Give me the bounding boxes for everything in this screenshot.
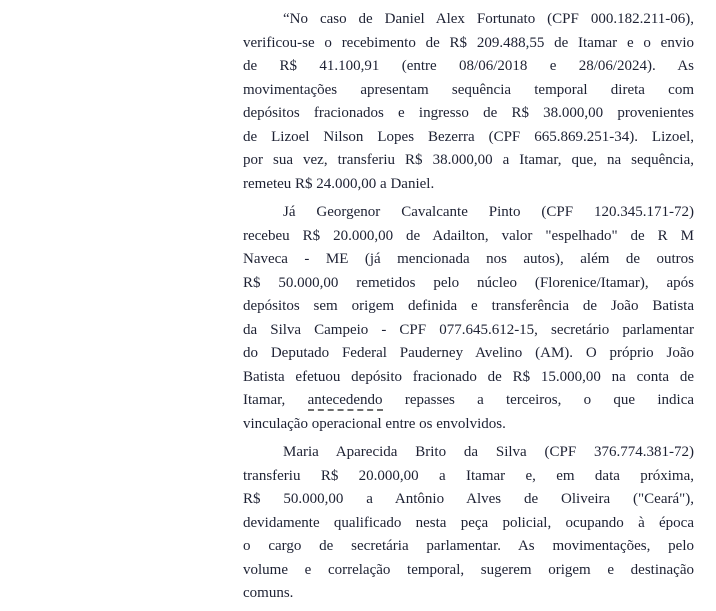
text-line: Maria Aparecida Brito da Silva (CPF 376.774.381-72) [283, 444, 694, 460]
text-line: recebeu R$ 20.000,00 de Adailton, valor "espelhado" de R M [243, 227, 694, 244]
text-line: movimentações apresentam sequência temporal direta com [243, 81, 694, 98]
text-fragment: repasses a terceiros, o que indica [404, 392, 695, 408]
text-line: verificou-se o recebimento de R$ 209.488,55 de Itamar e o envio [243, 34, 694, 51]
text-line: o cargo de secretária parlamentar. As movimentações, pelo [243, 538, 694, 554]
paragraph-daniel-fortunato [243, 8, 694, 196]
text-line: vinculação operacional entre os envolvidos. [243, 415, 506, 432]
text-line: Já Georgenor Cavalcante Pinto (CPF 120.345.171-72) [283, 204, 694, 220]
paragraph-georgenor-pinto [243, 201, 694, 436]
text-line: “No caso de Daniel Alex Fortunato (CPF 000.182.211-06), [283, 11, 694, 27]
text-line: Batista efetuou depósito fracionado de R$ 15.000,00 na conta de [243, 368, 694, 385]
text-line: Naveca - ME (já mencionada nos autos), além de outros [243, 251, 694, 267]
text-line: de Lizoel Nilson Lopes Bezerra (CPF 665.869.251-34). Lizoel, [243, 128, 694, 145]
text-line: R$ 50.000,00 remetidos pelo núcleo (Florenice/Itamar), após [243, 274, 694, 291]
text-line: de R$ 41.100,91 (entre 08/06/2018 e 28/06/2024). As [243, 58, 694, 74]
text-line: depósitos fracionados e ingresso de R$ 38.000,00 provenientes [243, 105, 694, 121]
text-line: da Silva Campeio - CPF 077.645.612-15, secretário parlamentar [243, 321, 694, 338]
text-line: transferiu R$ 20.000,00 a Itamar e, em data próxima, [243, 467, 694, 484]
text-line: remeteu R$ 24.000,00 a Daniel. [243, 175, 435, 192]
text-line: do Deputado Federal Pauderney Avelino (AM). O próprio João [243, 345, 694, 361]
text-line: R$ 50.000,00 a Antônio Alves de Oliveira ("Ceará"), [243, 491, 694, 507]
quoted-text-block [243, 8, 694, 611]
text-fragment: Itamar, [243, 392, 286, 408]
text-line: depósitos sem origem definida e transferência de João Batista [243, 298, 694, 314]
text-line: volume e correlação temporal, sugerem origem e destinação [243, 561, 694, 578]
paragraph-maria-aparecida [243, 441, 694, 606]
text-line: devidamente qualificado nesta peça policial, ocupando à época [243, 514, 694, 531]
text-line: comuns. [243, 585, 294, 601]
underlined-word: antecedendo [308, 392, 383, 411]
text-line: por sua vez, transferiu R$ 38.000,00 a Itamar, que, na sequência, [243, 152, 694, 168]
text-line-with-underline [243, 389, 694, 413]
